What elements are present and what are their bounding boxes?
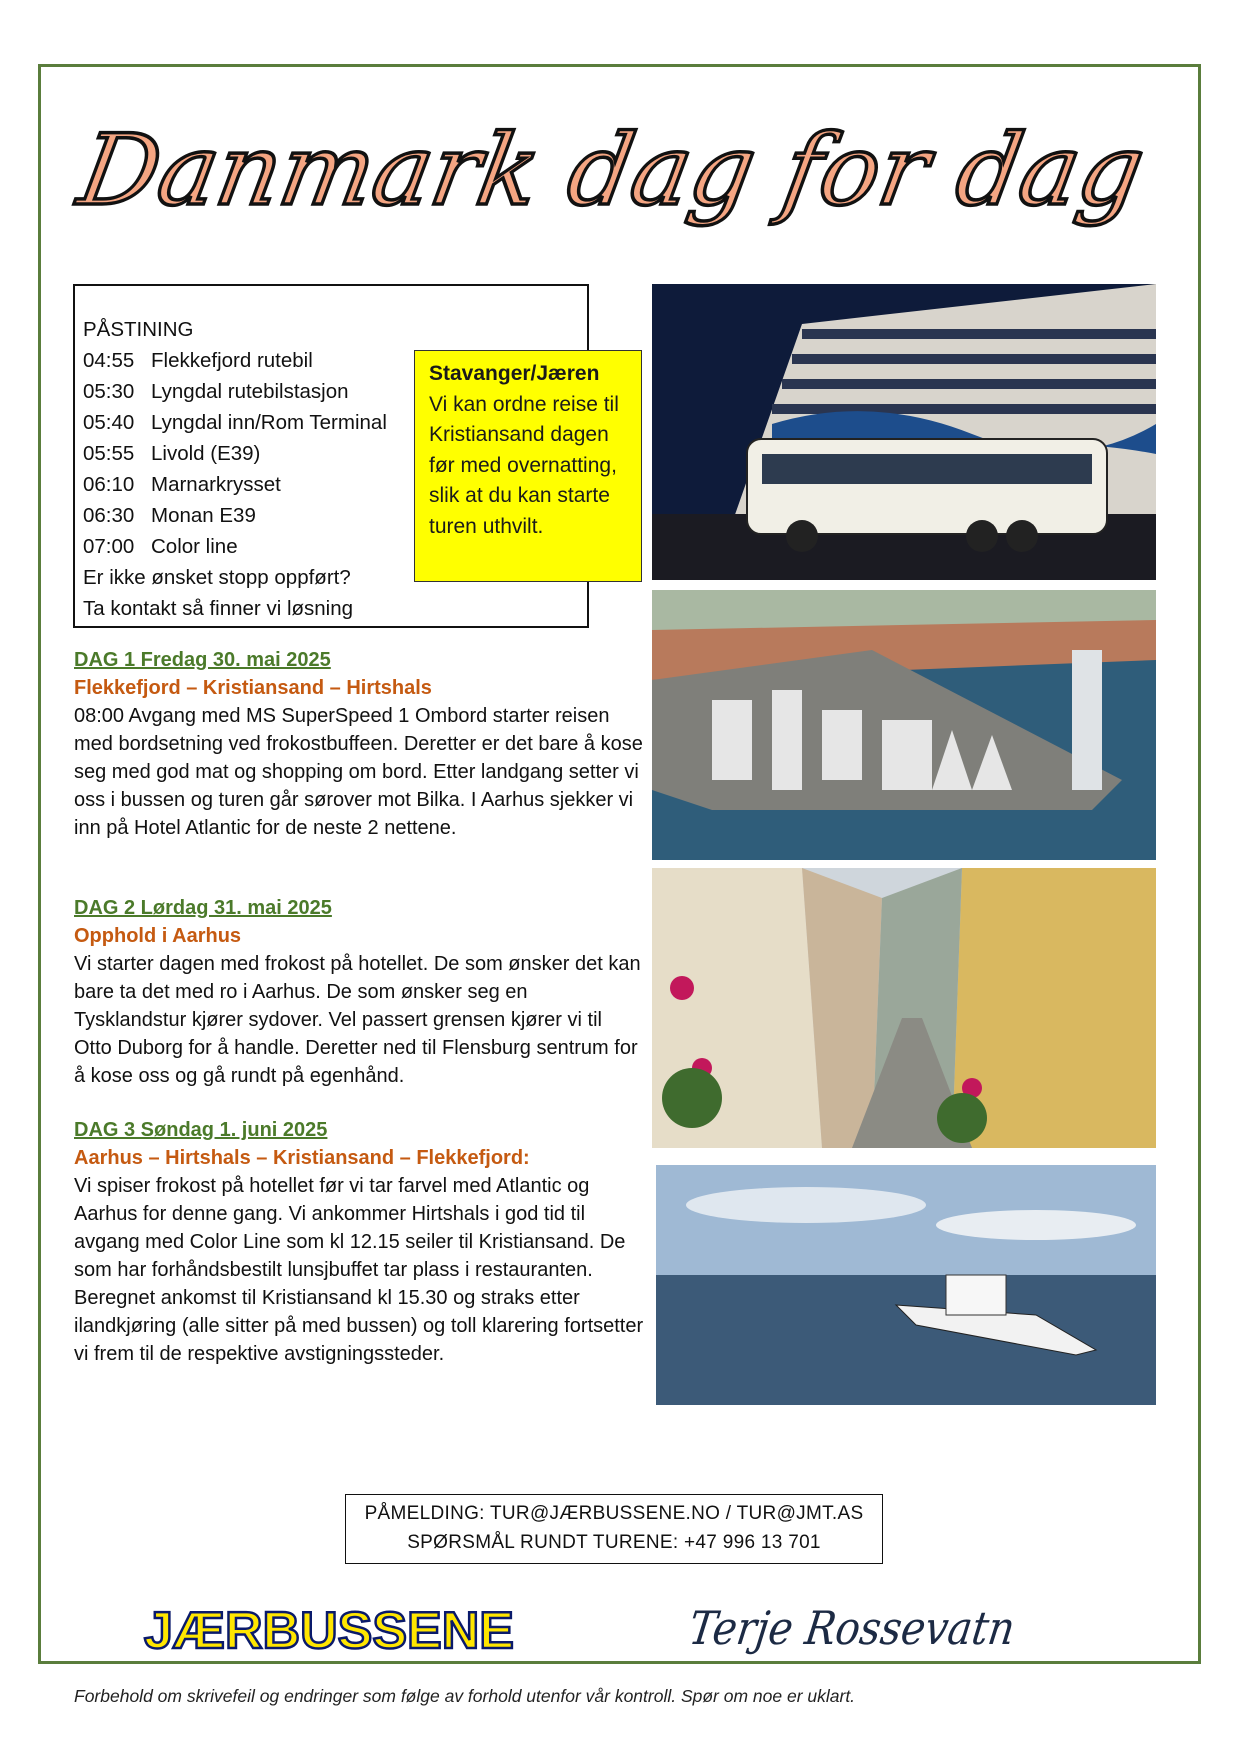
day-heading: DAG 3 Søndag 1. juni 2025: [74, 1119, 328, 1141]
day-2-section: [74, 894, 644, 1090]
title-artwork: [71, 92, 1153, 262]
page-title: [71, 92, 1153, 262]
title-text: Danmark dag for dag: [71, 113, 1153, 228]
stop-place: Marnarkrysset: [151, 473, 281, 496]
callout-text: Vi kan ordne reise til Kristiansand dagen før med overnatting, slik at du kan starte turen uthvilt.: [429, 392, 619, 538]
photo-bus-cruise-ship: [652, 284, 1156, 580]
day-text: Vi spiser frokost på hotellet før vi tar farvel med Atlantic og Aarhus for denne gang. Vi ankommer Hirtshals i god tid til avgang med Color Line som kl 12.15 seiler til Kristiansand. De som har forhåndsbestilt lunsjbuffet tar plass i restauranten. Beregnet ankomst til Kristiansand kl 15.30 og straks etter ilandkjøring (alle sitter på med bussen) og toll klarering fortsetter vi frem til de respektive avstigningssteder.: [74, 1175, 644, 1365]
day-text: Vi starter dagen med frokost på hotellet. De som ønsker det kan bare ta det med ro i Aarhus. De som ønsker seg en Tysklandstur kjører sydover. Vel passert grensen kjører vi til Otto Duborg for å handle. Deretter ned til Flensburg sentrum for å kose oss og gå rundt på egenhånd.: [74, 953, 641, 1087]
contact-line-2: SPØRSMÅL RUNDT TURENE: +47 996 13 701: [407, 1532, 821, 1553]
day-heading: DAG 1 Fredag 30. mai 2025: [74, 649, 331, 671]
stop-place: Color line: [151, 535, 238, 558]
stop-place: Lyngdal rutebilstasjon: [151, 380, 349, 403]
stop-place: Monan E39: [151, 504, 256, 527]
day-route: Aarhus – Hirtshals – Kristiansand – Flekkefjord:: [74, 1147, 530, 1169]
day-route: Flekkefjord – Kristiansand – Hirtshals: [74, 677, 432, 699]
boarding-heading: PÅSTINING: [83, 318, 194, 341]
day-1-section: [74, 646, 644, 842]
contact-box: [345, 1494, 883, 1564]
boarding-note-2: Ta kontakt så finner vi løsning: [83, 597, 354, 620]
boarding-note-1: Er ikke ønsket stopp oppført?: [83, 566, 351, 589]
logo-text: JÆRBUSSENE: [144, 1602, 514, 1660]
stop-place: Livold (E39): [151, 442, 261, 465]
day-3-section: [74, 1116, 644, 1368]
photo-aarhus-harbor: [652, 590, 1156, 860]
stop-time: 06:30: [83, 504, 135, 527]
photo-flensburg-street: [652, 868, 1156, 1148]
day-heading: DAG 2 Lørdag 31. mai 2025: [74, 897, 332, 919]
day-text: 08:00 Avgang med MS SuperSpeed 1 Ombord starter reisen med bordsetning ved frokostbuffeen. Deretter er det bare å kose seg med god mat og shopping om bord. Etter landgang setter vi oss i bussen og turen går sørover mot Bilka. I Aarhus sjekker vi inn på Hotel Atlantic for de neste 2 nettene.: [74, 705, 643, 839]
stop-time: 05:55: [83, 442, 135, 465]
stop-time: 05:40: [83, 411, 135, 434]
footer-disclaimer: Forbehold om skrivefeil og endringer som følge av forhold utenfor vår kontroll. Spør om noe er uklart.: [74, 1686, 856, 1706]
company-logo: [140, 1598, 520, 1658]
callout-heading: Stavanger/Jæren: [429, 362, 600, 385]
stop-place: Lyngdal inn/Rom Terminal: [151, 411, 387, 434]
contact-line-1: PÅMELDING: TUR@JÆRBUSSENE.NO / TUR@JMT.AS: [364, 1503, 864, 1524]
stop-time: 07:00: [83, 535, 135, 558]
stop-time: 06:10: [83, 473, 135, 496]
photo-ferry-sea: [656, 1165, 1156, 1405]
stop-place: Flekkefjord rutebil: [151, 349, 313, 372]
signature: [685, 1582, 1064, 1666]
day-route: Opphold i Aarhus: [74, 925, 242, 947]
callout-box: [414, 350, 642, 582]
signature-text: Terje Rossevatn: [685, 1601, 1064, 1655]
stop-time: 05:30: [83, 380, 135, 403]
stop-time: 04:55: [83, 349, 135, 372]
